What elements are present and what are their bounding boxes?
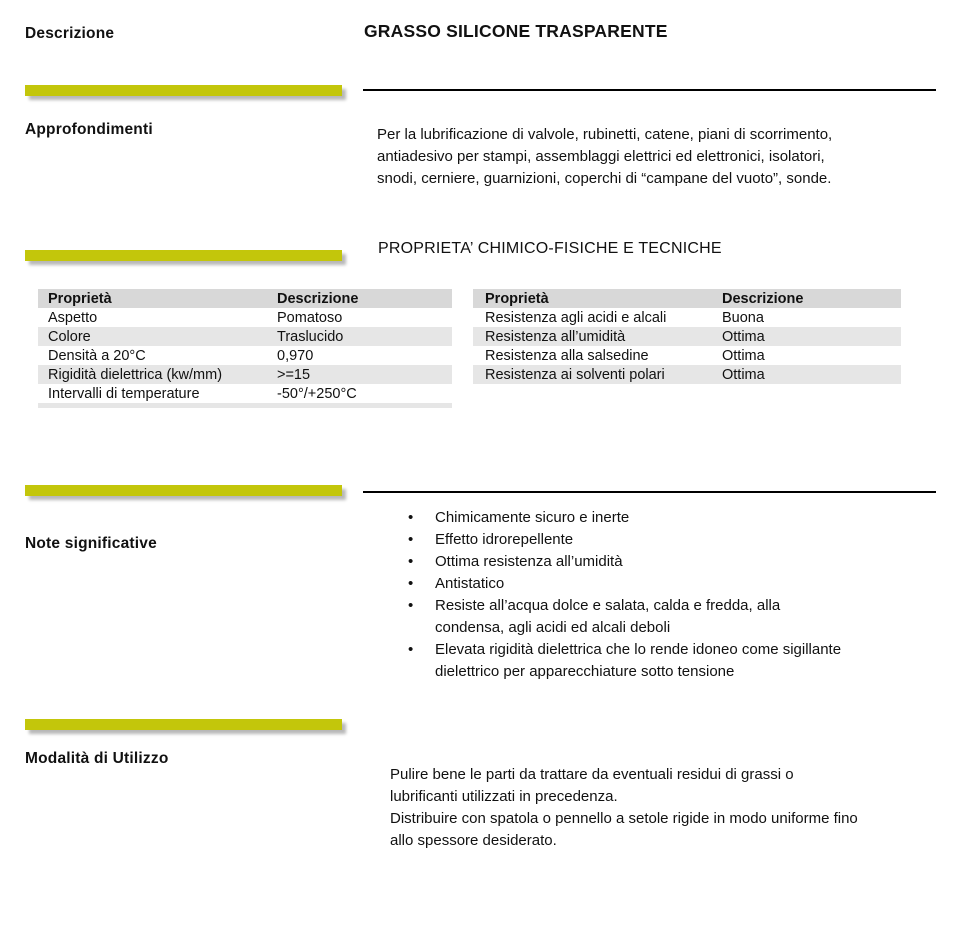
table-cell: Resistenza ai solventi polari xyxy=(485,366,665,383)
table-cell: >=15 xyxy=(277,366,311,383)
table-row xyxy=(473,365,901,384)
accent-bar xyxy=(25,485,342,496)
table-row xyxy=(38,365,452,384)
properties-heading: PROPRIETA’ CHIMICO-FISICHE E TECNICHE xyxy=(378,240,722,257)
table-cell: Descrizione xyxy=(722,290,804,307)
properties-table-left xyxy=(38,289,452,408)
table-cell: Resistenza all’umidità xyxy=(485,328,626,345)
table-cell: 0,970 xyxy=(277,347,314,364)
table-bottom-stripe xyxy=(38,403,452,408)
section-label-descrizione: Descrizione xyxy=(25,25,115,42)
usage-instructions xyxy=(390,764,860,852)
table-header-row xyxy=(38,289,452,308)
table-cell: Densità a 20°C xyxy=(48,347,146,364)
table-cell: Proprietà xyxy=(48,290,112,307)
note-bullet-item: • Ottima resistenza all’umidità xyxy=(400,551,845,573)
table-cell: -50°/+250°C xyxy=(277,385,357,402)
table-cell: Ottima xyxy=(722,328,765,345)
table-cell: Aspetto xyxy=(48,309,98,326)
section-label-approfondimenti: Approfondimenti xyxy=(25,121,153,138)
table-cell: Intervalli di temperature xyxy=(48,385,200,402)
table-cell: Descrizione xyxy=(277,290,359,307)
description-paragraph: Per la lubrificazione di valvole, rubinetti, catene, piani di scorrimento, antiadesivo per stampi, assemblaggi elettrici ed elettronici, isolatori, snodi, cerniere, guarnizioni, coperchi di “campane del vuoto”, sonde. xyxy=(377,126,833,187)
table-row xyxy=(38,308,452,327)
accent-bar xyxy=(25,250,342,261)
note-bullet-item: • Antistatico xyxy=(400,573,845,595)
note-bullet-item: • Elevata rigidità dielettrica che lo rende idoneo come sigillante dielettrico per apparecchiature sotto tensione xyxy=(400,639,845,683)
table-cell: Resistenza alla salsedine xyxy=(485,347,649,364)
note-bullet-item: • Effetto idrorepellente xyxy=(400,529,845,551)
table-cell: Rigidità dielettrica (kw/mm) xyxy=(48,366,223,383)
note-bullet-item: • Chimicamente sicuro e inerte xyxy=(400,507,845,529)
table-cell: Colore xyxy=(48,328,91,345)
divider-line xyxy=(363,89,936,91)
table-cell: Traslucido xyxy=(277,328,344,345)
table-row xyxy=(38,384,452,403)
accent-bar xyxy=(25,85,342,96)
table-row xyxy=(473,346,901,365)
divider-line xyxy=(363,491,936,493)
product-title: GRASSO SILICONE TRASPARENTE xyxy=(364,21,668,41)
table-cell: Resistenza agli acidi e alcali xyxy=(485,309,667,326)
table-header-row xyxy=(473,289,901,308)
table-row xyxy=(473,308,901,327)
usage-paragraph: Distribuire con spatola o pennello a setole rigide in modo uniforme fino allo spessore desiderato. xyxy=(390,810,858,849)
table-cell: Proprietà xyxy=(485,290,549,307)
table-row xyxy=(38,327,452,346)
notes-bullet-list xyxy=(400,507,845,683)
section-label-modalita-utilizzo: Modalità di Utilizzo xyxy=(25,750,169,767)
table-row xyxy=(38,346,452,365)
accent-bar xyxy=(25,719,342,730)
usage-paragraph: Pulire bene le parti da trattare da eventuali residui di grassi o lubrificanti utilizzati in precedenza. xyxy=(390,766,794,805)
table-cell: Ottima xyxy=(722,366,765,383)
table-row xyxy=(473,327,901,346)
table-cell: Ottima xyxy=(722,347,765,364)
section-label-note-significative: Note significative xyxy=(25,535,157,552)
table-cell: Buona xyxy=(722,309,764,326)
table-cell: Pomatoso xyxy=(277,309,343,326)
note-bullet-item: • Resiste all’acqua dolce e salata, calda e fredda, alla condensa, agli acidi ed alcali deboli xyxy=(400,595,845,639)
properties-table-right xyxy=(473,289,901,384)
